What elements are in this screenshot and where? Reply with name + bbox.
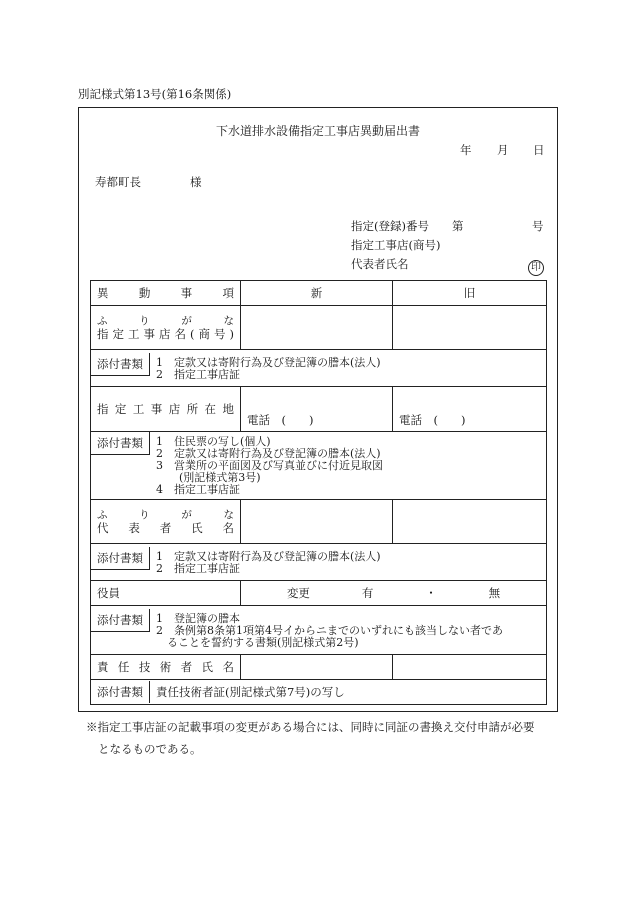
addressee-name: 寿都町長 — [95, 175, 141, 189]
form-frame — [78, 107, 558, 712]
officers-change-field — [241, 585, 546, 601]
shop-name-new-cell[interactable] — [241, 306, 393, 350]
list-item: 2 定款又は寄附行為及び登記簿の謄本(法人) — [156, 447, 381, 460]
table-row-attach-1 — [91, 350, 547, 387]
table-row-attach-2 — [91, 432, 547, 500]
attach-list-4 — [150, 609, 546, 652]
table-row-shop-name — [91, 306, 547, 350]
attach-label-1: 添付書類 — [91, 353, 150, 376]
officers-dot: ・ — [425, 586, 437, 600]
shop-name-furigana: ふ り が な — [97, 314, 234, 327]
addressee-honorific: 様 — [190, 175, 202, 189]
list-item: 3 営業所の平面図及び写真並びに付近見取図 — [156, 459, 383, 472]
shop-name-label: 指定工事店(商号) — [351, 238, 441, 252]
attach-label-3: 添付書類 — [91, 547, 150, 570]
header-old: 旧 — [393, 281, 547, 306]
seal-icon: 印 — [528, 260, 544, 276]
officers-change-label: 変更 — [286, 586, 310, 600]
list-item: 1 登記簿の謄本 — [156, 611, 240, 625]
list-item: (別記様式第3号) — [168, 471, 261, 484]
list-item: 2 指定工事店証 — [156, 367, 240, 381]
date-month: 月 — [497, 143, 509, 157]
shop-name-old-cell[interactable] — [393, 306, 547, 350]
representative-new-cell[interactable] — [241, 500, 393, 544]
attach-label-2: 添付書類 — [91, 432, 150, 455]
list-item: 4 指定工事店証 — [156, 483, 240, 496]
form-title: 下水道排水設備指定工事店異動届出書 — [215, 124, 420, 138]
registration-dai: 第 — [452, 219, 464, 233]
registration-number-label: 指定(登録)番号 — [351, 219, 429, 233]
table-row-attach-5 — [91, 680, 547, 705]
list-item: 2 条例第8条第1項第4号イからニまでのいずれにも該当しない者であ — [156, 623, 503, 637]
list-item: 1 住民票の写し(個人) — [156, 435, 271, 448]
table-row-attach-4 — [91, 606, 547, 655]
header-item-label: 異 動 事 項 — [97, 286, 234, 300]
attach-list-1 — [150, 353, 546, 384]
table-row-attach-3 — [91, 544, 547, 581]
representative-name-label: 代表者氏名 — [351, 257, 409, 271]
officers-label: 役員 — [97, 586, 120, 600]
representative-furigana: ふ り が な — [97, 508, 234, 521]
shop-name-row-label: 指 定 工 事 店 名 ( 商 号 ) — [97, 326, 234, 341]
header-new: 新 — [241, 281, 393, 306]
footnote-line-2: となるものである。 — [98, 742, 202, 756]
tel-old[interactable]: 電話 ( ) — [399, 413, 466, 427]
attach-label-5: 添付書類 — [91, 681, 150, 703]
registration-go: 号 — [532, 219, 544, 233]
attach-list-3 — [150, 547, 546, 578]
chief-engineer-old-cell[interactable] — [393, 655, 547, 680]
officers-no-option[interactable]: 無 — [488, 586, 501, 600]
table-row-chief-engineer — [91, 655, 547, 680]
list-item: 1 定款又は寄附行為及び登記簿の謄本(法人) — [156, 355, 381, 369]
table-row-representative — [91, 500, 547, 544]
table-header-row — [91, 281, 547, 306]
footnote-line-1: ※指定工事店証の記載事項の変更がある場合には、同時に同証の書換え交付申請が必要 — [86, 720, 535, 734]
form-reference-label: 別記様式第13号(第16条関係) — [78, 87, 232, 101]
list-item: ることを誓約する書類(別記様式第2号) — [156, 635, 359, 649]
date-year: 年 — [460, 143, 472, 157]
attach-label-4: 添付書類 — [91, 609, 150, 632]
seal-mark — [528, 255, 544, 276]
officers-yes-option[interactable]: 有 — [361, 586, 374, 600]
date-day: 日 — [533, 143, 545, 157]
list-item: 1 定款又は寄附行為及び登記簿の謄本(法人) — [156, 549, 381, 563]
list-item: 2 指定工事店証 — [156, 561, 240, 575]
representative-row-label: 代 表 者 氏 名 — [97, 520, 234, 535]
attach-list-5: 責任技術者証(別記様式第7号)の写し — [156, 685, 345, 699]
representative-old-cell[interactable] — [393, 500, 547, 544]
table-row-shop-address — [91, 387, 547, 432]
change-items-table — [90, 280, 547, 705]
chief-engineer-label: 責 任 技 術 者 氏 名 — [97, 660, 234, 674]
table-row-officers — [91, 581, 547, 606]
chief-engineer-new-cell[interactable] — [241, 655, 393, 680]
shop-address-label: 指 定 工 事 店 所 在 地 — [97, 402, 234, 416]
attach-list-2 — [150, 432, 546, 499]
tel-new[interactable]: 電話 ( ) — [247, 413, 314, 427]
